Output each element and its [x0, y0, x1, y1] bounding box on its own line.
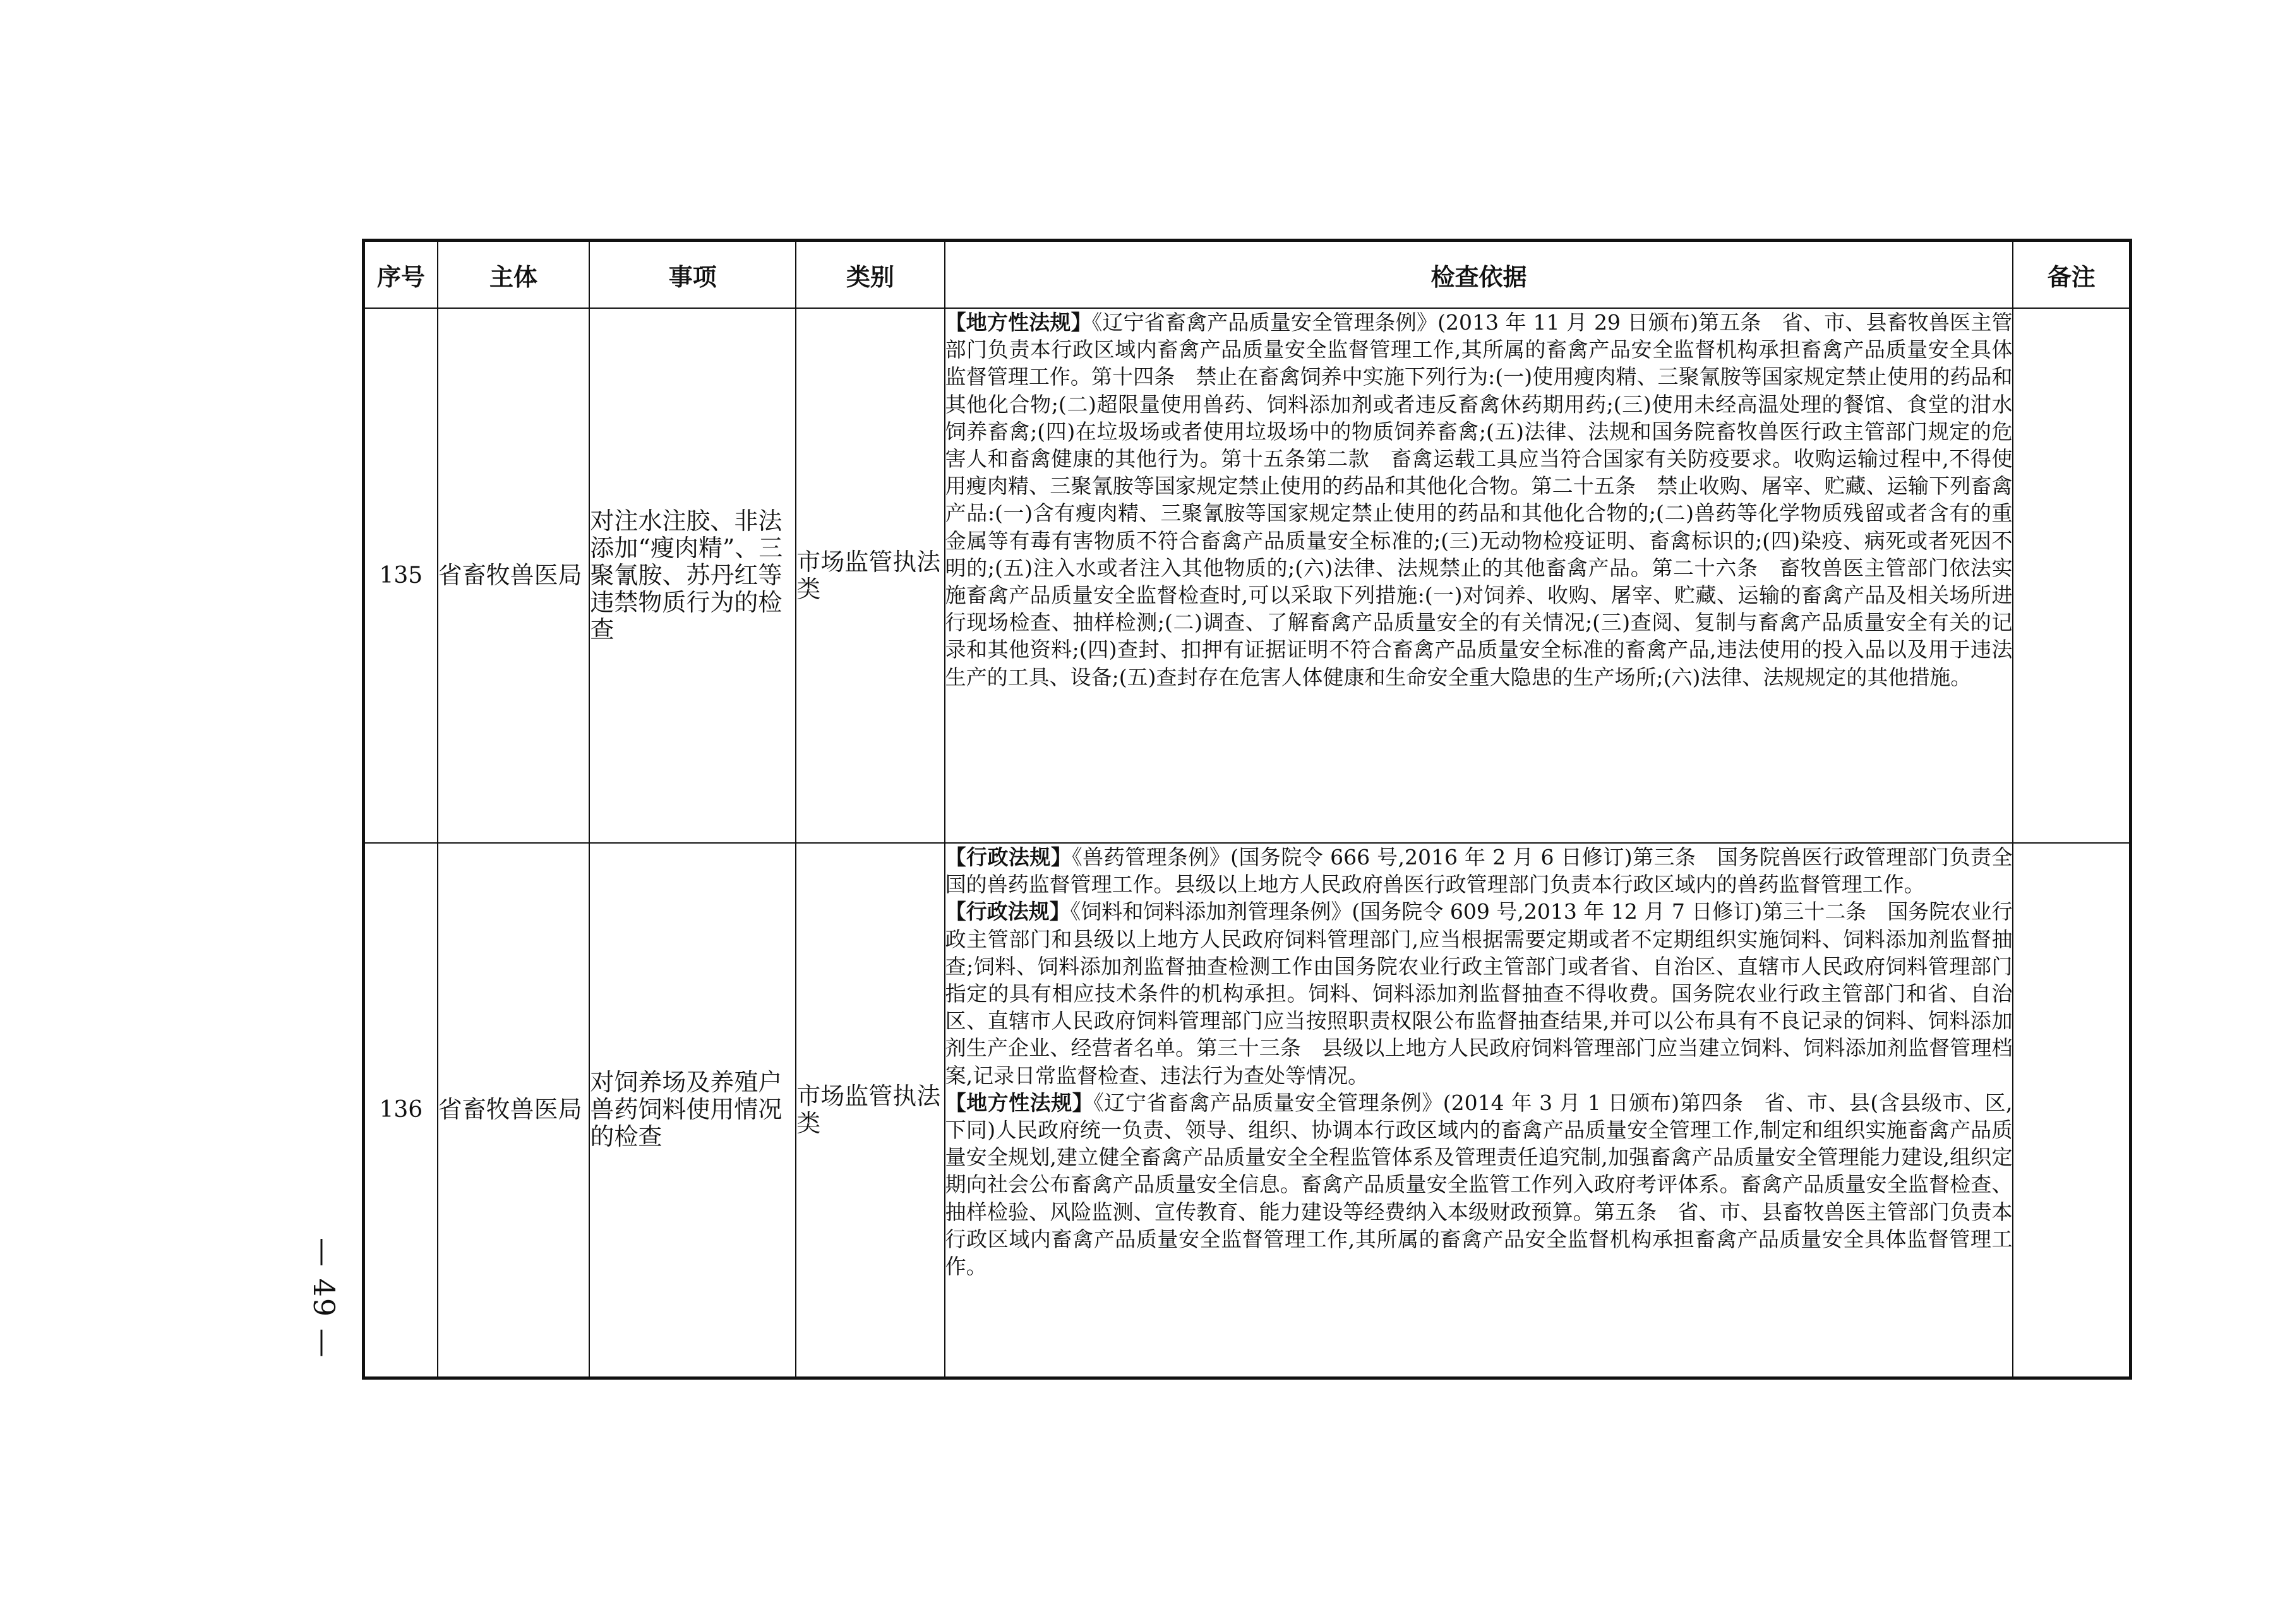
row-number: 135	[364, 308, 438, 843]
basis-tag: 【地方性法规】	[945, 1090, 1094, 1115]
row-basis	[945, 308, 2013, 843]
page-number: — 49 —	[307, 1238, 341, 1359]
header-no: 序号	[364, 241, 438, 309]
header-basis: 检查依据	[945, 241, 2013, 309]
table-header-row	[364, 241, 2131, 309]
row-number: 136	[364, 843, 438, 1378]
basis-paragraph	[945, 1089, 2013, 1280]
basis-paragraph	[945, 898, 2013, 1089]
header-item: 事项	[589, 241, 796, 309]
row-subject: 省畜牧兽医局	[438, 843, 590, 1378]
basis-tag: 【行政法规】	[945, 899, 1071, 924]
header-subject: 主体	[438, 241, 590, 309]
row-basis	[945, 843, 2013, 1378]
header-category: 类别	[796, 241, 944, 309]
table-row	[364, 308, 2131, 843]
inspection-table	[362, 239, 2132, 1380]
row-remark	[2013, 843, 2130, 1378]
basis-text: 《辽宁省畜禽产品质量安全管理条例》(2014 年 3 月 1 日颁布)第四条 省、市、县(含县级市、区,下同)人民政府统一负责、领导、组织、协调本行政区域内的畜禽产品质量安全管理工作,制定和组织实施畜禽产品质量安全规划,建立健全畜禽产品质量安全全程监管体系及管理责任追究制,加强畜禽产品质量安全管理能力建设,组织定期向社会公布畜禽产品质量安全信息。畜禽产品质量安全监管工作列入政府考评体系。畜禽产品质量安全监督检查、抽样检验、风险监测、宣传教育、能力建设等经费纳入本级财政预算。第五条 省、市、县畜牧兽医主管部门负责本行政区域内畜禽产品质量安全监督管理工作,其所属的畜禽产品安全监督机构承担畜禽产品质量安全具体监督管理工作。	[945, 1090, 2013, 1279]
basis-text: 《兽药管理条例》(国务院令 666 号,2016 年 2 月 6 日修订)第三条 国务院兽医行政管理部门负责全国的兽药监督管理工作。县级以上地方人民政府兽医行政管理部门负责本行政区域内的兽药监督管理工作。	[945, 845, 2013, 897]
basis-text: 《饲料和饲料添加剂管理条例》(国务院令 609 号,2013 年 12 月 7 日修订)第三十二条 国务院农业行政主管部门和县级以上地方人民政府饲料管理部门,应当根据需要定期或者不定期组织实施饲料、饲料添加剂监督抽查;饲料、饲料添加剂监督抽查检测工作由国务院农业行政主管部门或者省、自治区、直辖市人民政府饲料管理部门指定的具有相应技术条件的机构承担。饲料、饲料添加剂监督抽查不得收费。国务院农业行政主管部门和省、自治区、直辖市人民政府饲料管理部门应当按照职责权限公布监督抽查结果,并可以公布具有不良记录的饲料、饲料添加剂生产企业、经营者名单。第三十三条 县级以上地方人民政府饲料管理部门应当建立饲料、饲料添加剂监督管理档案,记录日常监督检查、违法行为查处等情况。	[945, 899, 2013, 1088]
header-remark: 备注	[2013, 241, 2130, 309]
row-category: 市场监管执法类	[796, 843, 944, 1378]
row-remark	[2013, 308, 2130, 843]
table-row	[364, 843, 2131, 1378]
basis-text: 《辽宁省畜禽产品质量安全管理条例》(2013 年 11 月 29 日颁布)第五条 省、市、县畜牧兽医主管部门负责本行政区域内畜禽产品质量安全监督管理工作,其所属的畜禽产品安全监督机构承担畜禽产品质量安全具体监督管理工作。第十四条 禁止在畜禽饲养中实施下列行为:(一)使用瘦肉精、三聚氰胺等国家规定禁止使用的药品和其他化合物;(二)超限量使用兽药、饲料添加剂或者违反畜禽休药期用药;(三)使用未经高温处理的餐馆、食堂的泔水饲养畜禽;(四)在垃圾场或者使用垃圾场中的物质饲养畜禽;(五)法律、法规和国务院畜牧兽医行政主管部门规定的危害人和畜禽健康的其他行为。第十五条第二款 畜禽运载工具应当符合国家有关防疫要求。收购运输过程中,不得使用瘦肉精、三聚氰胺等国家规定禁止使用的药品和其他化合物。第二十五条 禁止收购、屠宰、贮藏、运输下列畜禽产品:(一)含有瘦肉精、三聚氰胺等国家规定禁止使用的药品和其他化合物的;(二)兽药等化学物质残留或者含有的重金属等有毒有害物质不符合畜禽产品质量安全标准的;(三)无动物检疫证明、畜禽标识的;(四)染疫、病死或者死因不明的;(五)注入水或者注入其他物质的;(六)法律、法规禁止的其他畜禽产品。第二十六条 畜牧兽医主管部门依法实施畜禽产品质量安全监督检查时,可以采取下列措施:(一)对饲养、收购、屠宰、贮藏、运输的畜禽产品及相关场所进行现场检查、抽样检测;(二)调查、了解畜禽产品质量安全的有关情况;(三)查阅、复制与畜禽产品质量安全有关的记录和其他资料;(四)查封、扣押有证据证明不符合畜禽产品质量安全标准的畜禽产品,违法使用的投入品以及用于违法生产的工具、设备;(五)查封存在危害人体健康和生命安全重大隐患的生产场所;(六)法律、法规规定的其他措施。	[945, 310, 2013, 690]
row-item: 对注水注胶、非法添加“瘦肉精”、三聚氰胺、苏丹红等违禁物质行为的检查	[589, 308, 796, 843]
row-item: 对饲养场及养殖户兽药饲料使用情况的检查	[589, 843, 796, 1378]
basis-tag: 【行政法规】	[945, 845, 1072, 869]
basis-tag: 【地方性法规】	[945, 310, 1092, 335]
basis-paragraph	[945, 844, 2013, 898]
row-category: 市场监管执法类	[796, 308, 944, 843]
row-subject: 省畜牧兽医局	[438, 308, 590, 843]
basis-paragraph	[945, 309, 2013, 691]
